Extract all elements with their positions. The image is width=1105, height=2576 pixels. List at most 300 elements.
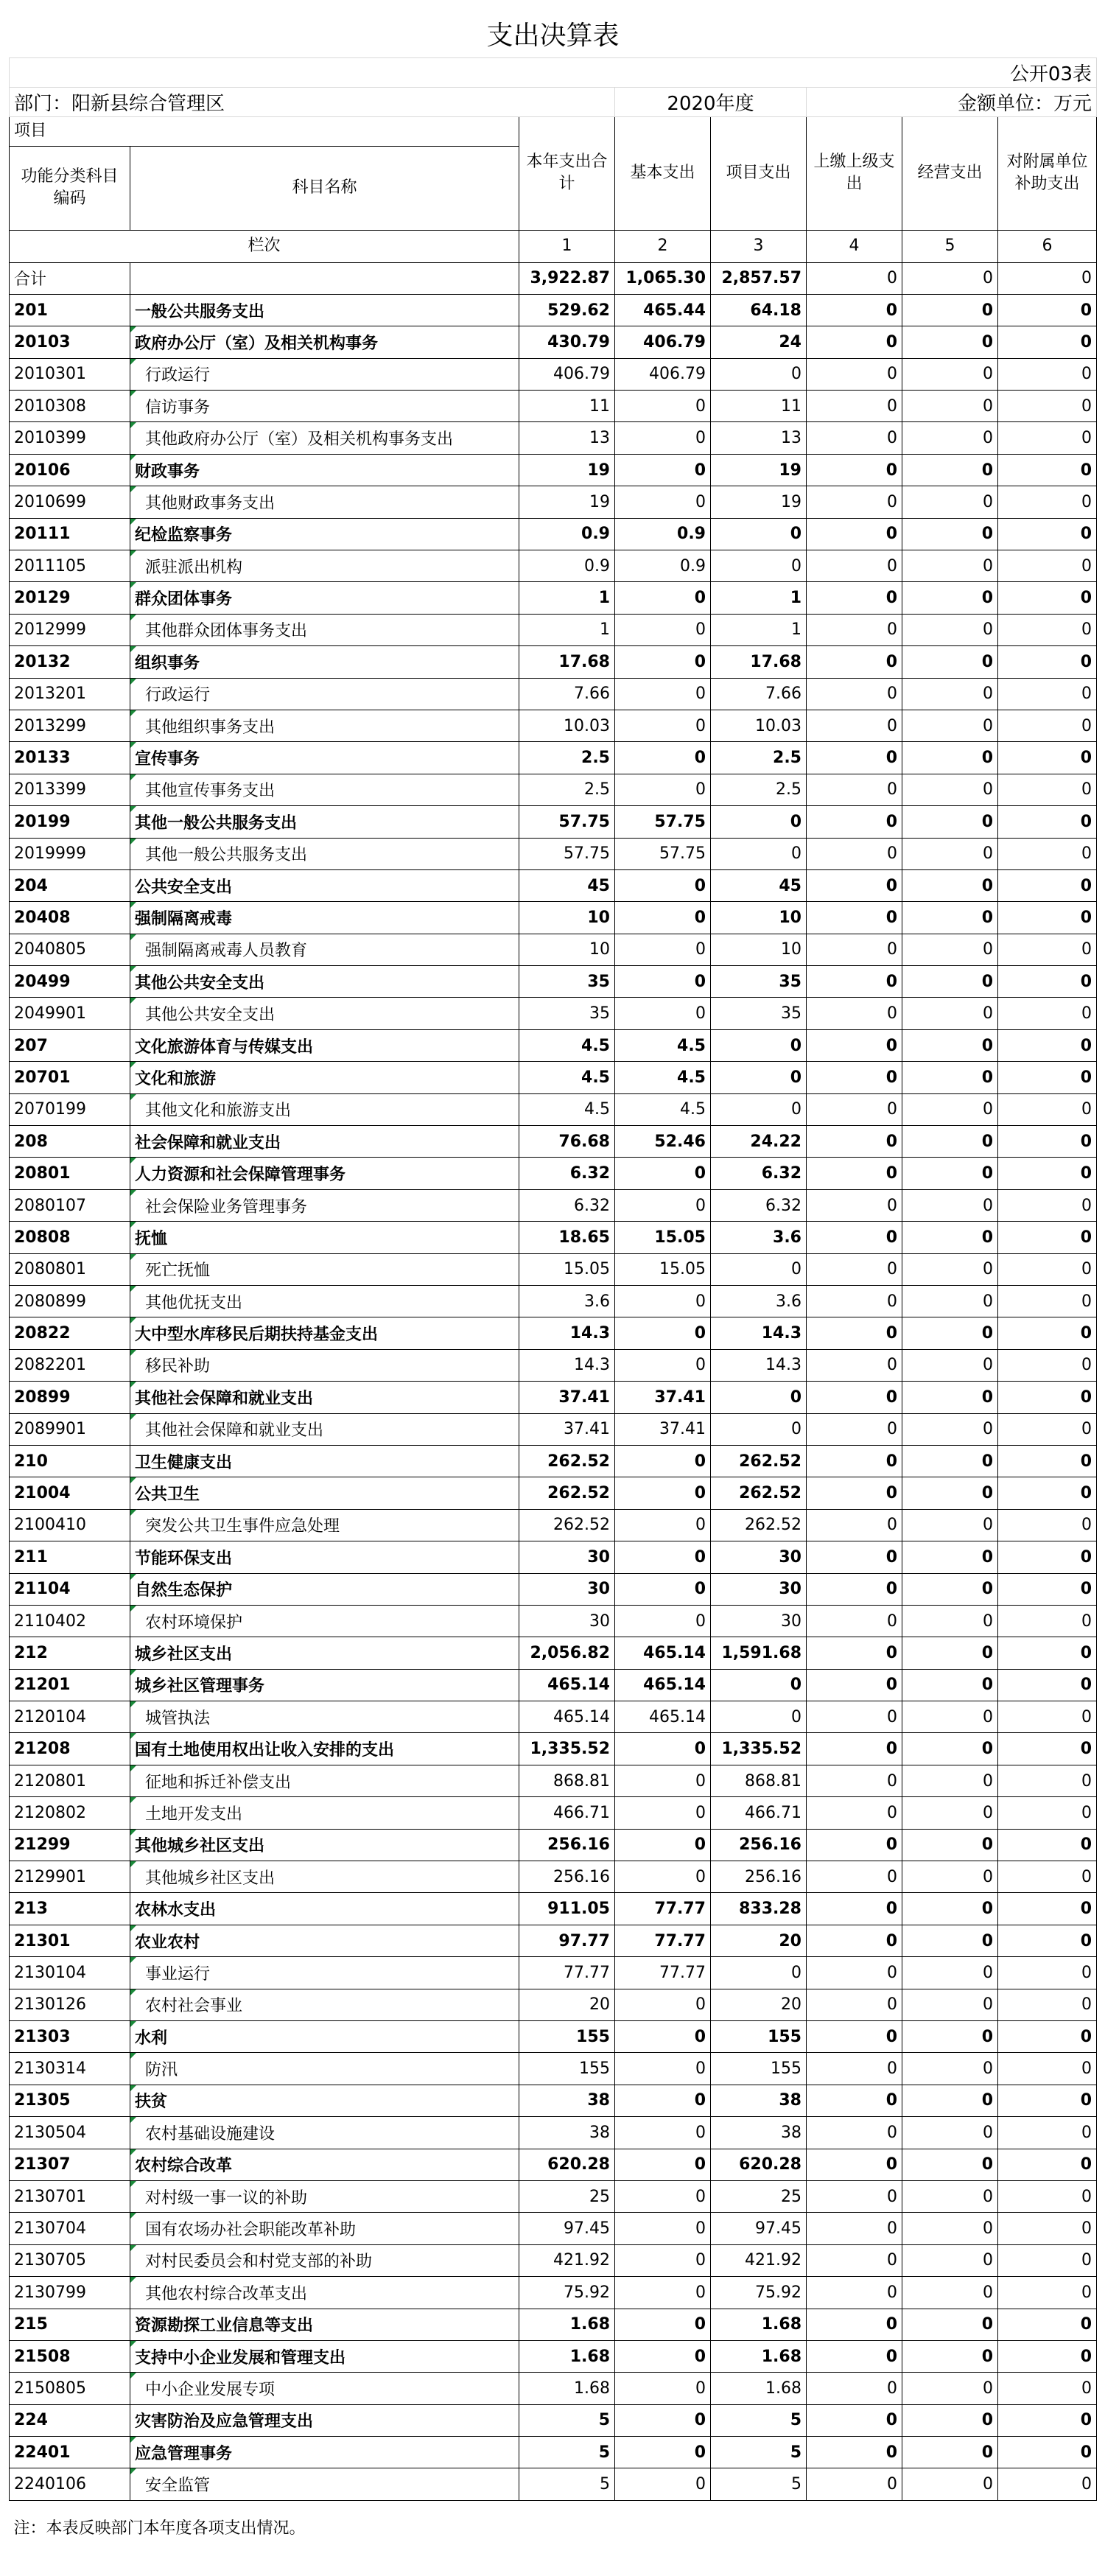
row-value-3: 17.68 xyxy=(711,646,807,678)
row-value-2: 0 xyxy=(615,2437,711,2468)
row-value-1: 77.77 xyxy=(519,1957,615,1989)
row-name-cell xyxy=(130,1253,519,1285)
row-value-4: 0 xyxy=(807,1509,902,1541)
row-value-1: 0.9 xyxy=(519,550,615,582)
row-value-6: 0 xyxy=(998,518,1097,550)
row-value-3: 421.92 xyxy=(711,2244,807,2276)
row-name-cell xyxy=(130,1445,519,1477)
row-value-2: 0 xyxy=(615,1286,711,1317)
row-value-2: 0 xyxy=(615,2468,711,2500)
row-value-5: 0 xyxy=(902,1253,998,1285)
row-value-4: 0 xyxy=(807,614,902,645)
row-value-2: 0 xyxy=(615,1189,711,1221)
row-code: 2080899 xyxy=(10,1286,130,1317)
row-name: 土地开发支出 xyxy=(145,1805,243,1824)
row-name-cell xyxy=(130,422,519,454)
row-value-1: 5 xyxy=(519,2404,615,2436)
row-code: 21303 xyxy=(10,2020,130,2052)
row-name: 农业农村 xyxy=(135,1933,200,1952)
row-code: 2049901 xyxy=(10,998,130,1029)
row-value-6: 0 xyxy=(998,2180,1097,2212)
row-name-cell xyxy=(130,391,519,422)
row-value-2: 0 xyxy=(615,1605,711,1637)
row-code: 20701 xyxy=(10,1062,130,1093)
row-value-3: 30 xyxy=(711,1605,807,1637)
row-value-5: 0 xyxy=(902,2468,998,2500)
row-value-4: 0 xyxy=(807,1093,902,1125)
row-value-4: 0 xyxy=(807,1445,902,1477)
row-name-cell xyxy=(130,518,519,550)
row-value-5: 0 xyxy=(902,614,998,645)
row-value-1: 406.79 xyxy=(519,358,615,390)
row-name: 灾害防治及应急管理支出 xyxy=(135,2412,314,2432)
row-name: 突发公共卫生事件应急处理 xyxy=(145,1517,340,1536)
table-row xyxy=(10,1893,1097,1925)
row-value-3: 35 xyxy=(711,998,807,1029)
row-value-2: 0 xyxy=(615,1989,711,2020)
row-value-2: 15.05 xyxy=(615,1222,711,1253)
table-row xyxy=(10,1445,1097,1477)
row-value-6: 0 xyxy=(998,454,1097,486)
row-value-6: 0 xyxy=(998,2244,1097,2276)
table-row xyxy=(10,2373,1097,2404)
row-code: 2010308 xyxy=(10,391,130,422)
row-value-5: 0 xyxy=(902,2309,998,2340)
row-value-1: 5 xyxy=(519,2437,615,2468)
header-seq-label: 栏次 xyxy=(10,230,519,262)
row-value-3: 1,335.52 xyxy=(711,1733,807,1765)
row-value-4: 0 xyxy=(807,1413,902,1445)
row-code: 20408 xyxy=(10,902,130,934)
row-value-4: 0 xyxy=(807,2404,902,2436)
row-value-3: 25 xyxy=(711,2180,807,2212)
row-value-3: 1.68 xyxy=(711,2373,807,2404)
row-name-cell xyxy=(130,838,519,869)
row-name-cell xyxy=(130,2277,519,2309)
row-value-2: 0.9 xyxy=(615,518,711,550)
row-value-1: 30 xyxy=(519,1541,615,1573)
row-value-3: 14.3 xyxy=(711,1349,807,1381)
row-value-2: 4.5 xyxy=(615,1093,711,1125)
row-value-4: 0 xyxy=(807,358,902,390)
row-value-1: 11 xyxy=(519,391,615,422)
row-value-4: 0 xyxy=(807,262,902,294)
row-name: 其他文化和旅游支出 xyxy=(145,1102,292,1121)
table-row xyxy=(10,1829,1097,1861)
row-name-cell xyxy=(130,454,519,486)
row-name: 卫生健康支出 xyxy=(135,1453,233,1472)
row-value-4: 0 xyxy=(807,1957,902,1989)
row-value-4: 0 xyxy=(807,1541,902,1573)
row-value-6: 0 xyxy=(998,806,1097,838)
row-value-4: 0 xyxy=(807,1349,902,1381)
row-value-2: 0 xyxy=(615,2277,711,2309)
row-code: 2011105 xyxy=(10,550,130,582)
row-value-5: 0 xyxy=(902,1126,998,1158)
row-name-cell xyxy=(130,2340,519,2372)
row-value-3: 0 xyxy=(711,1413,807,1445)
row-name: 一般公共服务支出 xyxy=(135,302,265,321)
row-value-3: 10.03 xyxy=(711,710,807,741)
row-name-cell xyxy=(130,1349,519,1381)
row-name: 其他组织事务支出 xyxy=(145,718,276,737)
row-value-4: 0 xyxy=(807,1701,902,1733)
row-value-5: 0 xyxy=(902,1413,998,1445)
row-name: 支持中小企业发展和管理支出 xyxy=(135,2348,346,2367)
table-row xyxy=(10,422,1097,454)
row-value-5: 0 xyxy=(902,294,998,326)
row-value-3: 30 xyxy=(711,1573,807,1605)
row-name: 其他公共安全支出 xyxy=(145,1006,276,1025)
row-value-4: 0 xyxy=(807,1062,902,1093)
row-value-3: 0 xyxy=(711,1093,807,1125)
row-value-2: 0 xyxy=(615,1317,711,1349)
row-code: 20801 xyxy=(10,1158,130,1189)
row-value-5: 0 xyxy=(902,1349,998,1381)
row-value-3: 0 xyxy=(711,1062,807,1093)
page-title: 支出决算表 xyxy=(486,21,620,52)
seq-1: 1 xyxy=(519,230,615,262)
table-row xyxy=(10,262,1097,294)
row-value-5: 0 xyxy=(902,1829,998,1861)
row-value-2: 0 xyxy=(615,2117,711,2149)
row-value-5: 0 xyxy=(902,518,998,550)
header-col-1: 本年支出合计 xyxy=(519,116,615,230)
table-row xyxy=(10,934,1097,965)
row-name: 其他财政事务支出 xyxy=(145,494,276,513)
row-code: 212 xyxy=(10,1637,130,1669)
row-value-2: 0 xyxy=(615,391,711,422)
row-value-6: 0 xyxy=(998,1349,1097,1381)
table-row xyxy=(10,550,1097,582)
row-value-4: 0 xyxy=(807,550,902,582)
row-value-6: 0 xyxy=(998,1029,1097,1061)
row-value-1: 0.9 xyxy=(519,518,615,550)
row-name-cell xyxy=(130,550,519,582)
row-value-1: 35 xyxy=(519,998,615,1029)
row-value-2: 0 xyxy=(615,2340,711,2372)
row-name: 农村环境保护 xyxy=(145,1613,243,1632)
table-row xyxy=(10,1317,1097,1349)
row-code: 21305 xyxy=(10,2085,130,2116)
row-value-5: 0 xyxy=(902,326,998,358)
row-value-2: 77.77 xyxy=(615,1957,711,1989)
row-value-1: 10.03 xyxy=(519,710,615,741)
row-code: 2012999 xyxy=(10,614,130,645)
row-value-2: 0 xyxy=(615,1541,711,1573)
row-value-1: 4.5 xyxy=(519,1062,615,1093)
table-row xyxy=(10,454,1097,486)
row-value-6: 0 xyxy=(998,550,1097,582)
row-value-2: 0 xyxy=(615,2244,711,2276)
row-value-4: 0 xyxy=(807,422,902,454)
table-row xyxy=(10,1541,1097,1573)
row-name-cell xyxy=(130,742,519,774)
row-value-4: 0 xyxy=(807,774,902,805)
row-value-4: 0 xyxy=(807,1126,902,1158)
row-value-6: 0 xyxy=(998,2437,1097,2468)
row-name: 应急管理事务 xyxy=(135,2444,233,2463)
row-value-4: 0 xyxy=(807,1797,902,1829)
row-value-6: 0 xyxy=(998,2309,1097,2340)
footnote: 注：本表反映部门本年度各项支出情况。 xyxy=(13,2519,306,2538)
row-value-2: 0 xyxy=(615,2053,711,2085)
row-name-cell xyxy=(130,1861,519,1893)
row-value-1: 256.16 xyxy=(519,1829,615,1861)
row-value-1: 35 xyxy=(519,966,615,998)
row-value-6: 0 xyxy=(998,1861,1097,1893)
row-value-3: 155 xyxy=(711,2053,807,2085)
row-value-6: 0 xyxy=(998,614,1097,645)
row-value-6: 0 xyxy=(998,1286,1097,1317)
table-row xyxy=(10,326,1097,358)
row-value-2: 0 xyxy=(615,1477,711,1509)
row-name: 财政事务 xyxy=(135,462,200,481)
row-code: 2130704 xyxy=(10,2213,130,2244)
row-name: 水利 xyxy=(135,2029,168,2048)
row-value-4: 0 xyxy=(807,582,902,614)
row-value-5: 0 xyxy=(902,2277,998,2309)
row-value-4: 0 xyxy=(807,326,902,358)
table-row xyxy=(10,1253,1097,1285)
row-name-cell xyxy=(130,869,519,901)
row-value-5: 0 xyxy=(902,966,998,998)
row-name-cell xyxy=(130,2213,519,2244)
row-value-1: 6.32 xyxy=(519,1158,615,1189)
row-value-6: 0 xyxy=(998,1253,1097,1285)
row-value-2: 0 xyxy=(615,998,711,1029)
row-value-4: 0 xyxy=(807,1222,902,1253)
row-value-6: 0 xyxy=(998,262,1097,294)
row-value-4: 0 xyxy=(807,1669,902,1701)
row-name: 信访事务 xyxy=(145,398,211,417)
row-value-3: 3.6 xyxy=(711,1222,807,1253)
row-value-1: 155 xyxy=(519,2053,615,2085)
row-value-3: 155 xyxy=(711,2020,807,2052)
row-name: 社会保障和就业支出 xyxy=(135,1133,281,1152)
table-row xyxy=(10,1062,1097,1093)
row-value-2: 0 xyxy=(615,2149,711,2180)
row-value-1: 2.5 xyxy=(519,742,615,774)
row-value-6: 0 xyxy=(998,646,1097,678)
row-value-3: 13 xyxy=(711,422,807,454)
row-name: 其他政府办公厅（室）及相关机构事务支出 xyxy=(145,430,454,449)
row-value-4: 0 xyxy=(807,2373,902,2404)
row-value-5: 0 xyxy=(902,1477,998,1509)
table-row xyxy=(10,1382,1097,1413)
row-value-3: 2.5 xyxy=(711,742,807,774)
row-value-2: 0 xyxy=(615,422,711,454)
table-row xyxy=(10,2404,1097,2436)
row-code: 2130799 xyxy=(10,2277,130,2309)
row-name: 公共卫生 xyxy=(135,1485,200,1505)
row-value-5: 0 xyxy=(902,1669,998,1701)
row-name: 安全监管 xyxy=(145,2477,211,2496)
row-name: 对村级一事一议的补助 xyxy=(145,2188,308,2208)
row-value-5: 0 xyxy=(902,1861,998,1893)
row-value-5: 0 xyxy=(902,2373,998,2404)
row-value-2: 57.75 xyxy=(615,806,711,838)
seq-4: 4 xyxy=(807,230,902,262)
row-name-cell xyxy=(130,1989,519,2020)
row-value-3: 3.6 xyxy=(711,1286,807,1317)
row-name-cell xyxy=(130,1189,519,1221)
row-value-1: 37.41 xyxy=(519,1382,615,1413)
row-value-6: 0 xyxy=(998,582,1097,614)
row-value-1: 868.81 xyxy=(519,1765,615,1796)
row-value-3: 5 xyxy=(711,2468,807,2500)
row-value-4: 0 xyxy=(807,1382,902,1413)
row-value-3: 868.81 xyxy=(711,1765,807,1796)
row-code: 2013399 xyxy=(10,774,130,805)
row-value-3: 2.5 xyxy=(711,774,807,805)
fiscal-year: 2020年度 xyxy=(615,87,807,116)
row-value-6: 0 xyxy=(998,1669,1097,1701)
row-value-3: 35 xyxy=(711,966,807,998)
row-name: 死亡抚恤 xyxy=(145,1261,211,1281)
row-name: 其他城乡社区支出 xyxy=(135,1837,265,1856)
row-value-4: 0 xyxy=(807,2340,902,2372)
row-name-cell xyxy=(130,1126,519,1158)
row-value-4: 0 xyxy=(807,294,902,326)
row-name-cell xyxy=(130,2149,519,2180)
row-name: 移民补助 xyxy=(145,1357,211,1376)
table-row xyxy=(10,582,1097,614)
row-value-4: 0 xyxy=(807,2180,902,2212)
table-row xyxy=(10,2277,1097,2309)
row-value-5: 0 xyxy=(902,2149,998,2180)
table-row xyxy=(10,902,1097,934)
header-name: 科目名称 xyxy=(130,146,519,230)
row-value-4: 0 xyxy=(807,966,902,998)
row-name-cell xyxy=(130,2244,519,2276)
table-row xyxy=(10,294,1097,326)
header-col-4: 上缴上级支出 xyxy=(807,116,902,230)
row-value-2: 0 xyxy=(615,966,711,998)
row-value-6: 0 xyxy=(998,326,1097,358)
table-row xyxy=(10,2149,1097,2180)
table-row xyxy=(10,2244,1097,2276)
row-code: 2120104 xyxy=(10,1701,130,1733)
row-code: 2130104 xyxy=(10,1957,130,1989)
row-value-2: 465.14 xyxy=(615,1701,711,1733)
table-row xyxy=(10,710,1097,741)
row-value-1: 97.77 xyxy=(519,1925,615,1956)
row-name-cell xyxy=(130,614,519,645)
table-row xyxy=(10,1413,1097,1445)
row-value-2: 465.44 xyxy=(615,294,711,326)
row-name: 其他公共安全支出 xyxy=(135,973,265,993)
row-code: 2010699 xyxy=(10,486,130,518)
row-name-cell xyxy=(130,1317,519,1349)
row-value-5: 0 xyxy=(902,1701,998,1733)
seq-6: 6 xyxy=(998,230,1097,262)
table-row xyxy=(10,486,1097,518)
row-value-1: 19 xyxy=(519,486,615,518)
row-value-4: 0 xyxy=(807,710,902,741)
row-value-6: 0 xyxy=(998,774,1097,805)
row-value-6: 0 xyxy=(998,1637,1097,1669)
row-code: 2150805 xyxy=(10,2373,130,2404)
row-value-1: 45 xyxy=(519,869,615,901)
row-value-1: 18.65 xyxy=(519,1222,615,1253)
row-value-2: 77.77 xyxy=(615,1893,711,1925)
row-name: 人力资源和社会保障管理事务 xyxy=(135,1166,346,1185)
row-name: 宣传事务 xyxy=(135,750,200,769)
row-name-cell xyxy=(130,2309,519,2340)
row-value-5: 0 xyxy=(902,2117,998,2149)
row-value-1: 155 xyxy=(519,2020,615,2052)
row-value-1: 10 xyxy=(519,934,615,965)
row-value-2: 0 xyxy=(615,678,711,710)
row-value-6: 0 xyxy=(998,678,1097,710)
row-value-3: 1 xyxy=(711,614,807,645)
row-value-2: 0 xyxy=(615,614,711,645)
row-value-4: 0 xyxy=(807,998,902,1029)
table-row xyxy=(10,1797,1097,1829)
row-value-5: 0 xyxy=(902,262,998,294)
row-value-3: 1,591.68 xyxy=(711,1637,807,1669)
row-value-1: 75.92 xyxy=(519,2277,615,2309)
table-row xyxy=(10,2340,1097,2372)
row-value-5: 0 xyxy=(902,1989,998,2020)
row-value-4: 0 xyxy=(807,486,902,518)
row-code: 2120802 xyxy=(10,1797,130,1829)
row-name: 国有农场办社会职能改革补助 xyxy=(145,2221,357,2240)
row-value-1: 465.14 xyxy=(519,1669,615,1701)
row-code: 224 xyxy=(10,2404,130,2436)
row-value-6: 0 xyxy=(998,422,1097,454)
row-code: 21201 xyxy=(10,1669,130,1701)
row-code: 2010399 xyxy=(10,422,130,454)
row-code: 2040805 xyxy=(10,934,130,965)
row-value-1: 14.3 xyxy=(519,1349,615,1381)
row-value-1: 7.66 xyxy=(519,678,615,710)
table-row xyxy=(10,2117,1097,2149)
row-value-3: 1.68 xyxy=(711,2309,807,2340)
row-value-2: 0 xyxy=(615,1797,711,1829)
row-value-6: 0 xyxy=(998,2085,1097,2116)
row-code: 20111 xyxy=(10,518,130,550)
row-value-1: 262.52 xyxy=(519,1477,615,1509)
table-row xyxy=(10,742,1097,774)
table-row xyxy=(10,1573,1097,1605)
row-value-3: 262.52 xyxy=(711,1509,807,1541)
row-value-3: 10 xyxy=(711,934,807,965)
row-name: 其他城乡社区支出 xyxy=(145,1869,276,1888)
row-value-6: 0 xyxy=(998,294,1097,326)
row-value-5: 0 xyxy=(902,1445,998,1477)
row-value-2: 37.41 xyxy=(615,1413,711,1445)
row-name-cell xyxy=(130,1893,519,1925)
row-name: 农村基础设施建设 xyxy=(145,2124,276,2143)
row-value-5: 0 xyxy=(902,1893,998,1925)
row-value-3: 1.68 xyxy=(711,2340,807,2372)
row-value-5: 0 xyxy=(902,1382,998,1413)
row-value-1: 30 xyxy=(519,1573,615,1605)
row-value-6: 0 xyxy=(998,1477,1097,1509)
row-value-2: 0 xyxy=(615,869,711,901)
row-code: 22401 xyxy=(10,2437,130,2468)
row-value-6: 0 xyxy=(998,391,1097,422)
row-name-cell xyxy=(130,966,519,998)
row-value-1: 10 xyxy=(519,902,615,934)
row-name-cell xyxy=(130,2180,519,2212)
row-value-4: 0 xyxy=(807,2213,902,2244)
row-value-5: 0 xyxy=(902,678,998,710)
row-value-6: 0 xyxy=(998,1189,1097,1221)
row-name-cell xyxy=(130,1797,519,1829)
